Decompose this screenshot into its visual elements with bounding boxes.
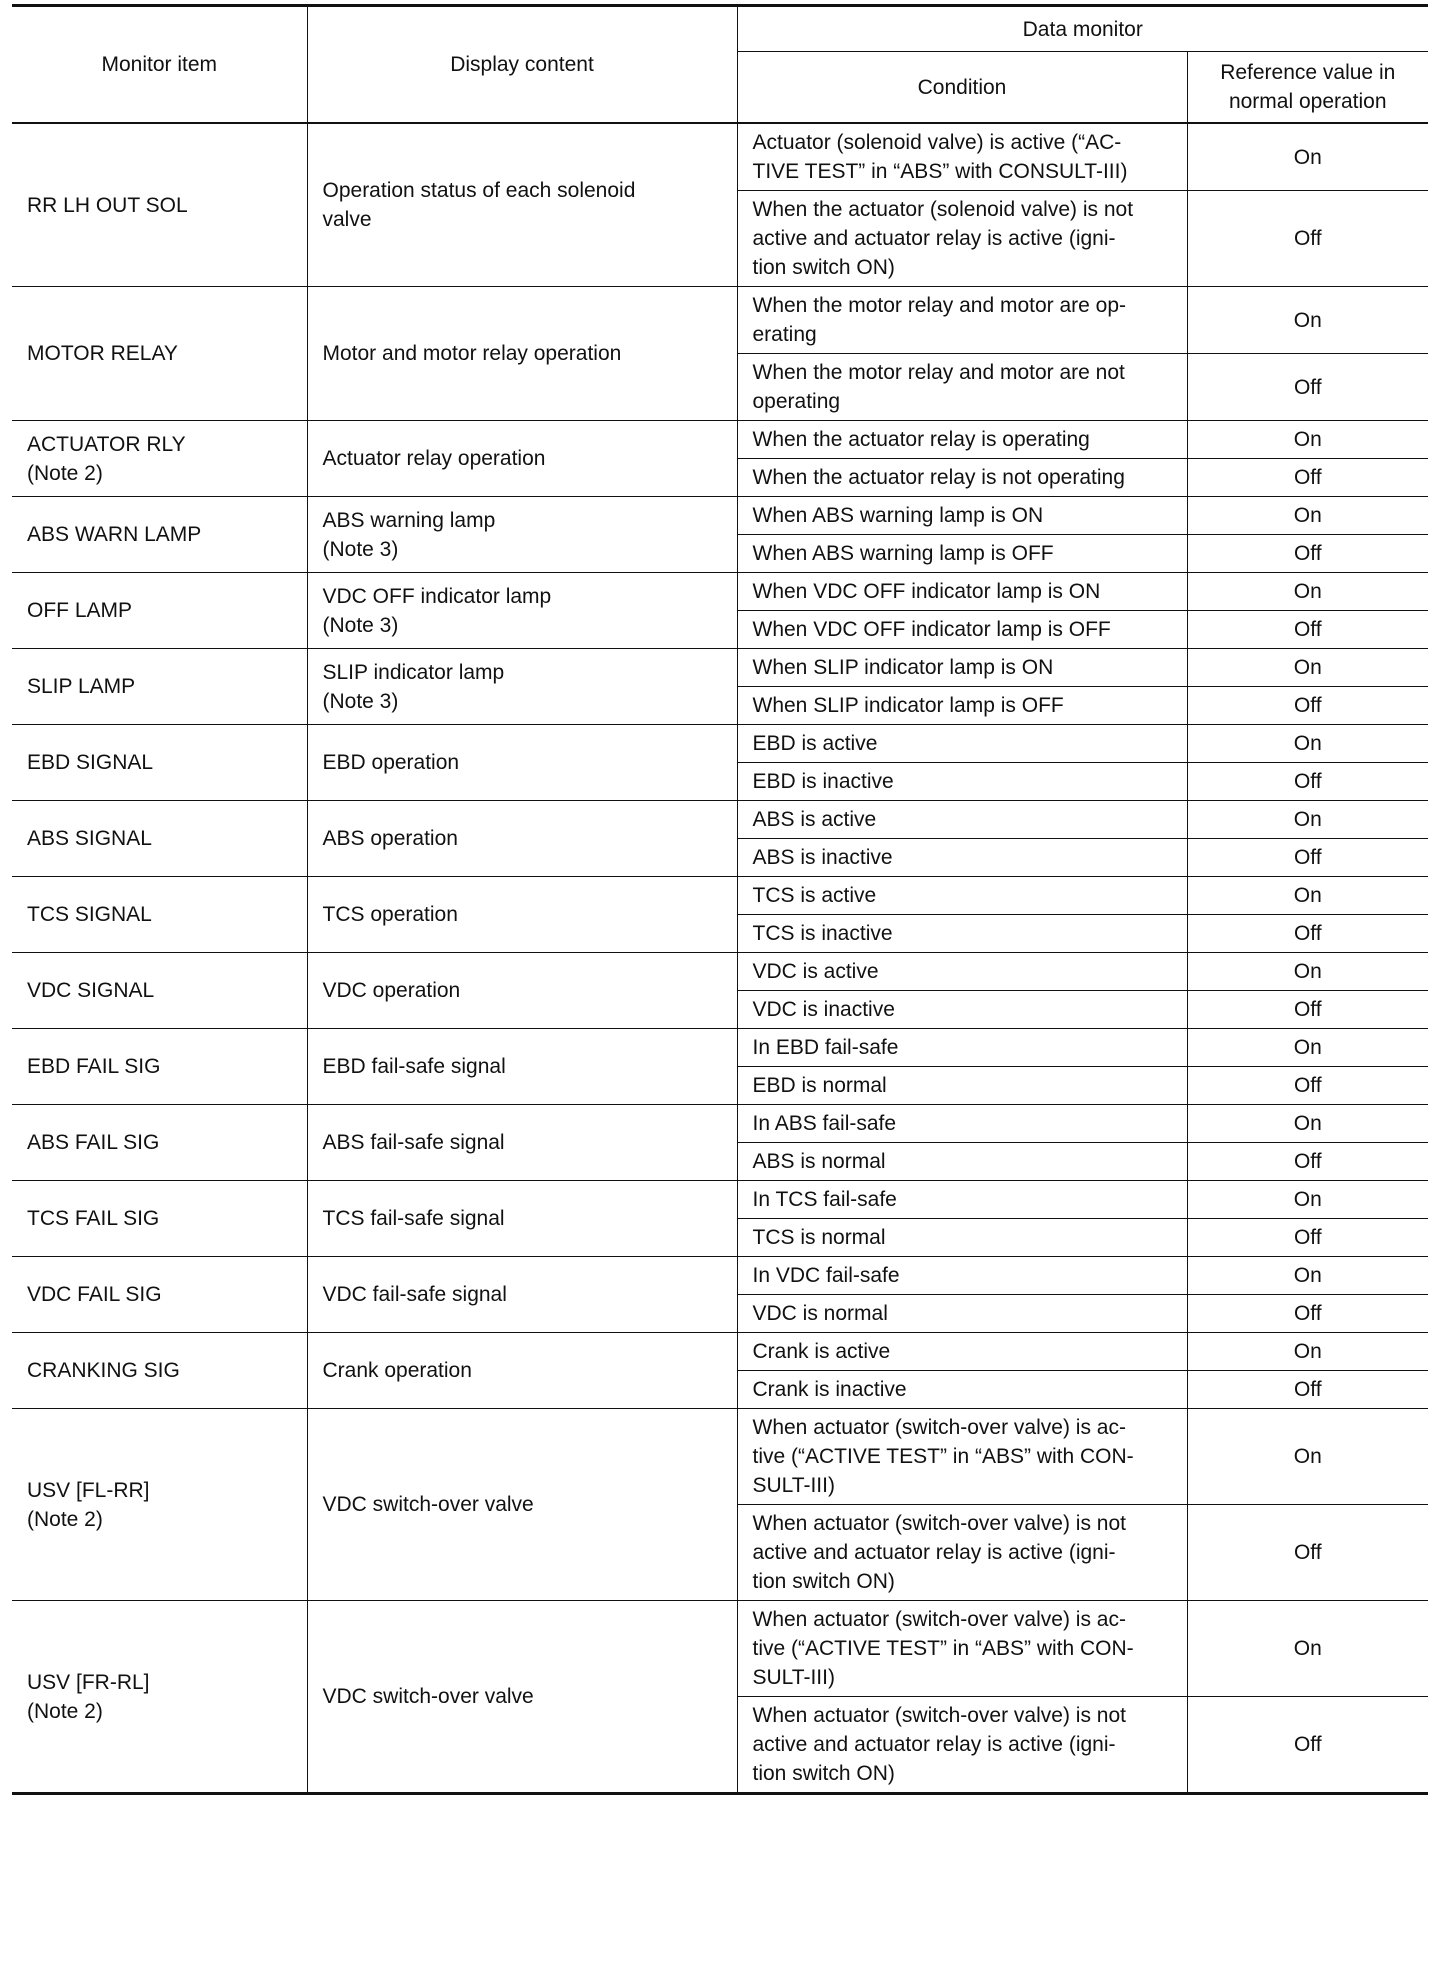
monitor-item-cell: EBD FAIL SIG (12, 1029, 307, 1105)
reference-value-cell: On (1187, 649, 1428, 687)
reference-value-cell: Off (1187, 1295, 1428, 1333)
condition-cell: When the motor relay and motor are op- erating (737, 287, 1187, 354)
condition-cell: When VDC OFF indicator lamp is OFF (737, 611, 1187, 649)
condition-cell: EBD is inactive (737, 763, 1187, 801)
monitor-item-cell: EBD SIGNAL (12, 725, 307, 801)
reference-value-cell: Off (1187, 1697, 1428, 1794)
condition-cell: EBD is active (737, 725, 1187, 763)
monitor-item-cell: ACTUATOR RLY (Note 2) (12, 421, 307, 497)
condition-cell: In TCS fail-safe (737, 1181, 1187, 1219)
reference-value-cell: On (1187, 1029, 1428, 1067)
condition-cell: When actuator (switch-over valve) is not active and actuator relay is active (igni- tion switch ON) (737, 1697, 1187, 1794)
condition-cell: ABS is active (737, 801, 1187, 839)
data-monitor-table (12, 4, 1428, 1795)
condition-cell: VDC is normal (737, 1295, 1187, 1333)
monitor-item-cell: USV [FR-RL] (Note 2) (12, 1601, 307, 1794)
header-condition: Condition (737, 52, 1187, 124)
table-row (12, 421, 1428, 459)
table-row (12, 1105, 1428, 1143)
display-content-cell: VDC switch-over valve (307, 1409, 737, 1601)
display-content-cell: VDC fail-safe signal (307, 1257, 737, 1333)
condition-cell: In ABS fail-safe (737, 1105, 1187, 1143)
reference-value-cell: Off (1187, 1505, 1428, 1601)
display-content-cell: Operation status of each solenoid valve (307, 123, 737, 287)
monitor-item-cell: VDC SIGNAL (12, 953, 307, 1029)
header-display-content: Display content (307, 6, 737, 124)
condition-cell: When actuator (switch-over valve) is not active and actuator relay is active (igni- tion switch ON) (737, 1505, 1187, 1601)
condition-cell: When actuator (switch-over valve) is ac- tive (“ACTIVE TEST” in “ABS” with CON- SULT-III) (737, 1409, 1187, 1505)
header-data-monitor: Data monitor (737, 6, 1428, 52)
reference-value-cell: On (1187, 573, 1428, 611)
table-body (12, 123, 1428, 1794)
monitor-item-cell: VDC FAIL SIG (12, 1257, 307, 1333)
reference-value-cell: Off (1187, 1143, 1428, 1181)
table-row (12, 123, 1428, 191)
monitor-item-cell: TCS FAIL SIG (12, 1181, 307, 1257)
table-row (12, 649, 1428, 687)
condition-cell: When the actuator relay is operating (737, 421, 1187, 459)
condition-cell: ABS is inactive (737, 839, 1187, 877)
reference-value-cell: On (1187, 1105, 1428, 1143)
condition-cell: ABS is normal (737, 1143, 1187, 1181)
table-row (12, 801, 1428, 839)
condition-cell: TCS is active (737, 877, 1187, 915)
display-content-cell: TCS operation (307, 877, 737, 953)
display-content-cell: ABS warning lamp (Note 3) (307, 497, 737, 573)
reference-value-cell: Off (1187, 915, 1428, 953)
reference-value-cell: On (1187, 1409, 1428, 1505)
monitor-item-cell: OFF LAMP (12, 573, 307, 649)
reference-value-cell: Off (1187, 1371, 1428, 1409)
display-content-cell: EBD fail-safe signal (307, 1029, 737, 1105)
reference-value-cell: On (1187, 123, 1428, 191)
header-monitor-item: Monitor item (12, 6, 307, 124)
reference-value-cell: On (1187, 725, 1428, 763)
reference-value-cell: Off (1187, 1067, 1428, 1105)
reference-value-cell: Off (1187, 763, 1428, 801)
condition-cell: When ABS warning lamp is ON (737, 497, 1187, 535)
display-content-cell: Actuator relay operation (307, 421, 737, 497)
table-row (12, 1409, 1428, 1505)
condition-cell: When VDC OFF indicator lamp is ON (737, 573, 1187, 611)
monitor-item-cell: TCS SIGNAL (12, 877, 307, 953)
condition-cell: When actuator (switch-over valve) is ac- tive (“ACTIVE TEST” in “ABS” with CON- SULT-III) (737, 1601, 1187, 1697)
display-content-cell: EBD operation (307, 725, 737, 801)
reference-value-cell: On (1187, 801, 1428, 839)
monitor-item-cell: MOTOR RELAY (12, 287, 307, 421)
header-reference-value: Reference value in normal operation (1187, 52, 1428, 124)
reference-value-cell: Off (1187, 459, 1428, 497)
table-row (12, 497, 1428, 535)
condition-cell: In EBD fail-safe (737, 1029, 1187, 1067)
monitor-item-cell: USV [FL-RR] (Note 2) (12, 1409, 307, 1601)
monitor-item-cell: ABS FAIL SIG (12, 1105, 307, 1181)
condition-cell: TCS is inactive (737, 915, 1187, 953)
display-content-cell: ABS operation (307, 801, 737, 877)
reference-value-cell: On (1187, 953, 1428, 991)
monitor-item-cell: RR LH OUT SOL (12, 123, 307, 287)
monitor-item-cell: ABS SIGNAL (12, 801, 307, 877)
reference-value-cell: Off (1187, 191, 1428, 287)
table-row (12, 1257, 1428, 1295)
condition-cell: TCS is normal (737, 1219, 1187, 1257)
condition-cell: When ABS warning lamp is OFF (737, 535, 1187, 573)
table-row (12, 877, 1428, 915)
display-content-cell: VDC operation (307, 953, 737, 1029)
display-content-cell: VDC switch-over valve (307, 1601, 737, 1794)
condition-cell: Crank is active (737, 1333, 1187, 1371)
monitor-item-cell: CRANKING SIG (12, 1333, 307, 1409)
reference-value-cell: On (1187, 1257, 1428, 1295)
reference-value-cell: On (1187, 421, 1428, 459)
table-row (12, 953, 1428, 991)
header-row-1 (12, 6, 1428, 52)
condition-cell: VDC is inactive (737, 991, 1187, 1029)
reference-value-cell: Off (1187, 687, 1428, 725)
display-content-cell: VDC OFF indicator lamp (Note 3) (307, 573, 737, 649)
reference-value-cell: Off (1187, 535, 1428, 573)
table-row (12, 1029, 1428, 1067)
display-content-cell: Crank operation (307, 1333, 737, 1409)
reference-value-cell: Off (1187, 1219, 1428, 1257)
reference-value-cell: Off (1187, 839, 1428, 877)
table-row (12, 1333, 1428, 1371)
display-content-cell: ABS fail-safe signal (307, 1105, 737, 1181)
condition-cell: When SLIP indicator lamp is OFF (737, 687, 1187, 725)
condition-cell: When the actuator relay is not operating (737, 459, 1187, 497)
condition-cell: EBD is normal (737, 1067, 1187, 1105)
reference-value-cell: Off (1187, 354, 1428, 421)
table-row (12, 287, 1428, 354)
reference-value-cell: On (1187, 1601, 1428, 1697)
table-header (12, 6, 1428, 124)
display-content-cell: SLIP indicator lamp (Note 3) (307, 649, 737, 725)
reference-value-cell: Off (1187, 991, 1428, 1029)
table-row (12, 725, 1428, 763)
condition-cell: When the actuator (solenoid valve) is not active and actuator relay is active (igni- tion switch ON) (737, 191, 1187, 287)
condition-cell: In VDC fail-safe (737, 1257, 1187, 1295)
reference-value-cell: On (1187, 287, 1428, 354)
reference-value-cell: On (1187, 497, 1428, 535)
table-row (12, 1601, 1428, 1697)
display-content-cell: Motor and motor relay operation (307, 287, 737, 421)
condition-cell: When SLIP indicator lamp is ON (737, 649, 1187, 687)
display-content-cell: TCS fail-safe signal (307, 1181, 737, 1257)
condition-cell: VDC is active (737, 953, 1187, 991)
reference-value-cell: On (1187, 1181, 1428, 1219)
condition-cell: Actuator (solenoid valve) is active (“AC- TIVE TEST” in “ABS” with CONSULT-III) (737, 123, 1187, 191)
condition-cell: When the motor relay and motor are not operating (737, 354, 1187, 421)
reference-value-cell: On (1187, 877, 1428, 915)
table-row (12, 1181, 1428, 1219)
reference-value-cell: Off (1187, 611, 1428, 649)
table-row (12, 573, 1428, 611)
reference-value-cell: On (1187, 1333, 1428, 1371)
monitor-item-cell: SLIP LAMP (12, 649, 307, 725)
condition-cell: Crank is inactive (737, 1371, 1187, 1409)
monitor-item-cell: ABS WARN LAMP (12, 497, 307, 573)
